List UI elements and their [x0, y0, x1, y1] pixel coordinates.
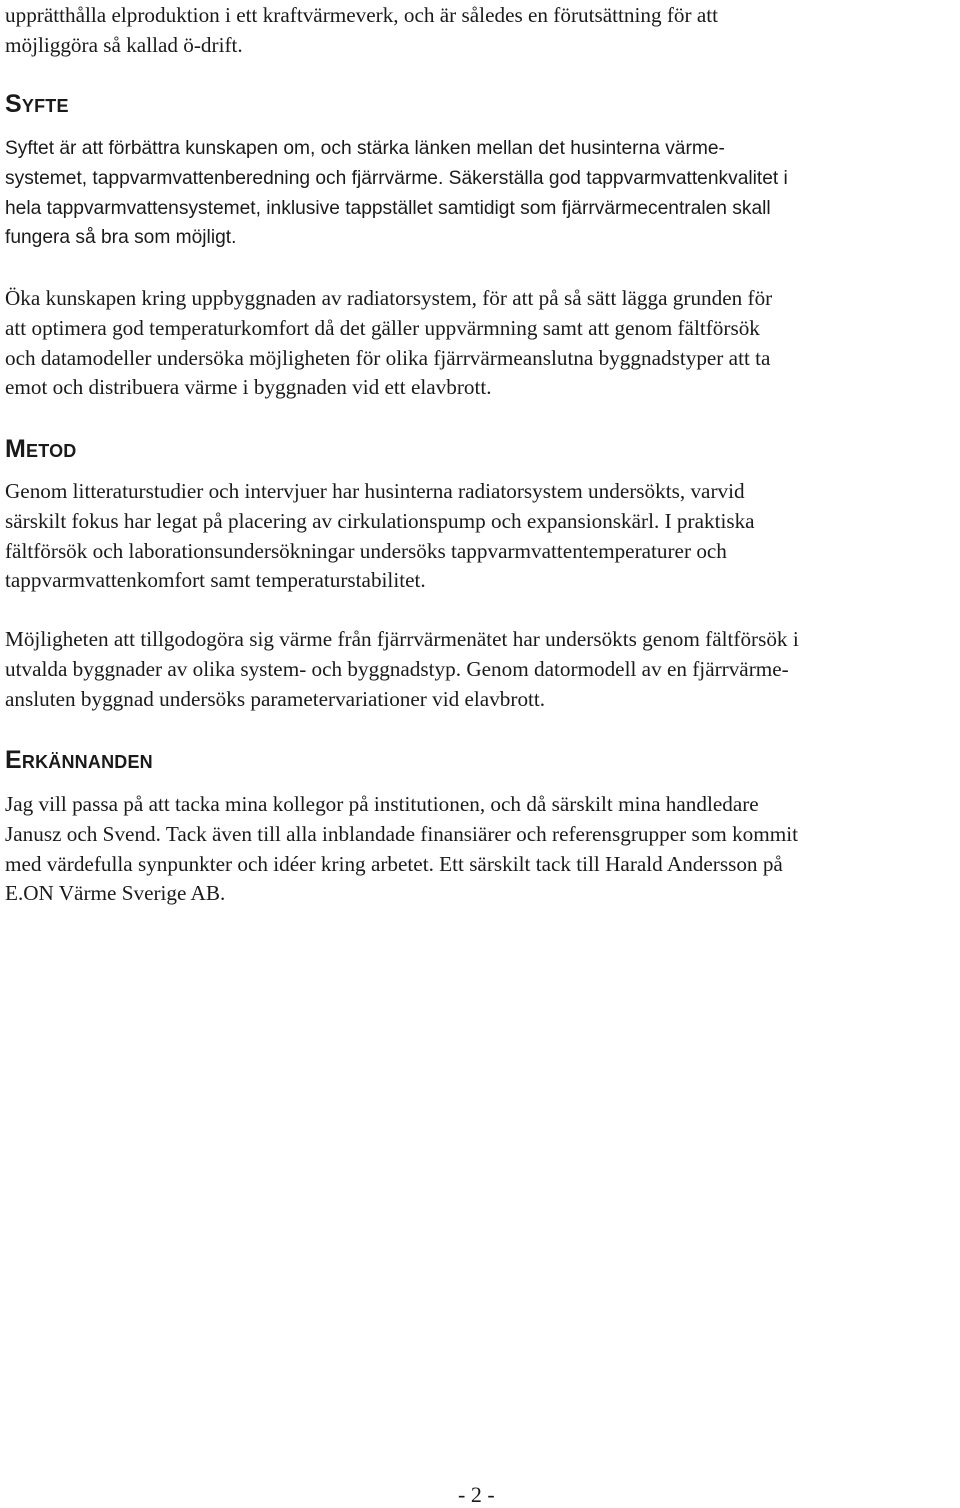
- text-line: särskilt fokus har legat på placering av cirkulationspump och expansionskärl. I praktiska: [5, 508, 755, 533]
- text-line: Janusz och Svend. Tack även till alla inblandade finansiärer och referensgrupper som kommit: [5, 821, 798, 846]
- text-line: ansluten byggnad undersöks parametervariationer vid elavbrott.: [5, 686, 546, 711]
- text-line: utvalda byggnader av olika system- och byggnadstyp. Genom datormodell av en fjärrvärme-: [5, 656, 789, 681]
- text-line: Möjligheten att tillgodogöra sig värme från fjärrvärmenätet har undersökts genom fältförsök i: [5, 627, 799, 651]
- page-number: - 2 -: [458, 1482, 495, 1507]
- text-line: tappvarmvattenkomfort samt temperaturstabilitet.: [5, 568, 426, 593]
- text-line: Jag vill passa på att tacka mina kollegor på institutionen, och då särskilt mina handledare: [5, 792, 759, 816]
- text-segment: systemet, tappvarmvattenberedning och fjärrvärme.: [5, 167, 444, 189]
- text-line: möjliggöra så kallad ö-drift.: [5, 32, 243, 57]
- section-heading-metod: Metod: [5, 435, 77, 463]
- text-line: E.ON Värme Sverige AB.: [5, 881, 226, 906]
- erkannanden-paragraph: [5, 790, 798, 909]
- text-line: Syftet är att förbättra kunskapen om, och stärka länken mellan det husinterna värme-: [5, 138, 725, 159]
- text-line: upprätthålla elproduktion i ett kraftvärmeverk, och är således en förutsättning för att: [5, 3, 719, 27]
- intro-paragraph: [5, 1, 718, 61]
- text-line: fungera så bra som möjligt.: [5, 227, 237, 249]
- text-line: emot och distribuera värme i byggnaden vid ett elavbrott.: [5, 375, 492, 400]
- text-line: fältförsök och laborationsundersökningar undersöks tappvarmvattentemperaturer och: [5, 538, 727, 563]
- text-line: Genom litteraturstudier och intervjuer har husinterna radiatorsystem undersökts, varvid: [5, 479, 745, 503]
- text-line: att optimera god temperaturkomfort då det gäller uppvärmning samt att genom fältförsök: [5, 315, 760, 340]
- text-line: och datamodeller undersöka möjligheten för olika fjärrvärmeanslutna byggnadstyper att ta: [5, 345, 771, 370]
- metod-paragraph-1: [5, 477, 755, 596]
- text-line: Öka kunskapen kring uppbyggnaden av radiatorsystem, för att på så sätt lägga grunden för: [5, 286, 773, 310]
- syfte-paragraph-1: [5, 134, 788, 253]
- text-line: hela tappvarmvattensystemet, inklusive tappstället samtidigt som fjärrvärmecentralen skall: [5, 197, 771, 219]
- text-line: [5, 164, 788, 194]
- section-heading-syfte: Syfte: [5, 90, 69, 118]
- section-heading-erkannanden: Erkännanden: [5, 746, 153, 774]
- metod-paragraph-2: [5, 625, 799, 714]
- syfte-paragraph-2: [5, 284, 772, 403]
- text-line: med värdefulla synpunkter och idéer kring arbetet. Ett särskilt tack till Harald Andersson på: [5, 851, 783, 876]
- text-segment: Säkerställa god tappvarmvattenkvalitet i: [443, 167, 788, 189]
